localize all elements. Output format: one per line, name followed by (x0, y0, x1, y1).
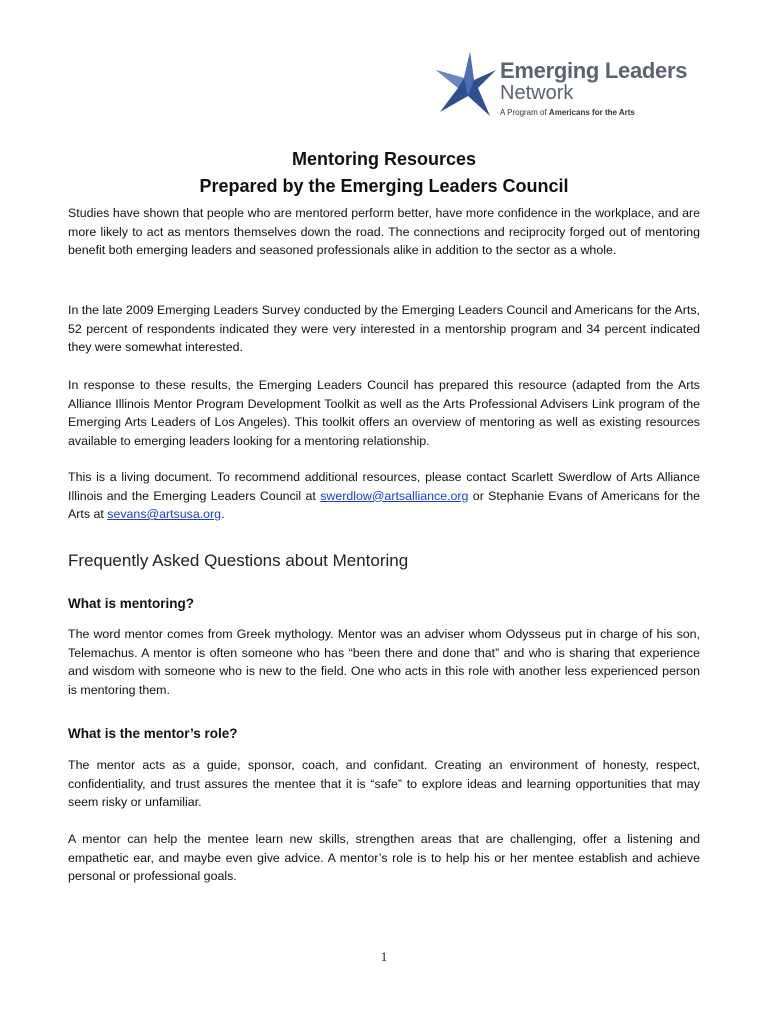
document-title: Mentoring Resources (291, 149, 477, 169)
logo-tag-org: Americans for the Arts (548, 108, 635, 117)
contact-text-c: . (221, 507, 225, 522)
faq-answer-2-paragraph-1: The mentor acts as a guide, sponsor, coach, and confidant. Creating an environment of honesty, respect, confidentiality, and trust assures the mentee that it is “safe” to explore ideas and learning opportunities that may seem risky or unfamiliar. (68, 758, 700, 810)
intro-paragraph-3: In response to these results, the Emerging Leaders Council has prepared this resource (adapted from the Arts Alliance Illinois Mentor Program Development Toolkit as well as the Arts Professional Advisers Link program of the Emerging Arts Leaders of Los Angeles). This toolkit offers an overview of mentoring as well as existing resources available to emerging leaders looking for a mentoring relationship. (68, 378, 700, 448)
faq-question-2: What is the mentor’s role? (68, 726, 238, 741)
contact-text-b: or Stephanie Evans of Americans for the Arts at (68, 488, 700, 522)
document-subtitle: Prepared by the Emerging Leaders Council (199, 176, 569, 196)
logo-title-line2: Network (500, 82, 574, 104)
logo-tagline (500, 108, 635, 117)
intro-paragraph-1: Studies have shown that people who are mentored perform better, have more confidence in the workplace, and are more likely to act as mentors themselves down the road. The connections and reciprocity forged out of mentoring benefit both emerging leaders and seasoned professionals alike in addition to the sector as a whole. (68, 206, 700, 258)
intro-paragraph-4 (68, 468, 700, 524)
email-link-swerdlow[interactable]: swerdlow@artsalliance.org (320, 488, 469, 503)
faq-question-1: What is mentoring? (68, 596, 194, 611)
emerging-leaders-network-logo (434, 50, 704, 122)
page-number: 1 (380, 949, 388, 964)
contact-text-a: This is a living document. To recommend additional resources, please contact Scarlett Swerdlow of Arts Alliance Illinois and the Emerging Leaders Council at (68, 470, 700, 503)
star-logo-icon (434, 50, 498, 118)
logo-title-line1: Emerging Leaders (500, 58, 688, 83)
intro-paragraph-2: In the late 2009 Emerging Leaders Survey conducted by the Emerging Leaders Council and Americans for the Arts, 52 percent of respondents indicated they were very interested in a mentorship program and 34 percent indicated they were somewhat interested. (68, 303, 700, 355)
logo-tag-prefix: A Program of (500, 108, 549, 117)
faq-answer-1: The word mentor comes from Greek mythology. Mentor was an adviser whom Odysseus put in charge of his son, Telemachus. A mentor is often someone who has “been there and done that” and who is sharing that experience and wisdom with someone who is new to the field. One who acts in this role with another less experienced person is mentoring them. (68, 627, 700, 697)
email-link-sevans[interactable]: sevans@artsusa.org (107, 507, 222, 522)
faq-answer-2-paragraph-2: A mentor can help the mentee learn new skills, strengthen areas that are challenging, offer a listening and empathetic ear, and maybe even give advice. A mentor’s role is to help his or her mentee establish and achieve personal or professional goals. (68, 832, 700, 884)
faq-heading: Frequently Asked Questions about Mentoring (68, 551, 409, 570)
